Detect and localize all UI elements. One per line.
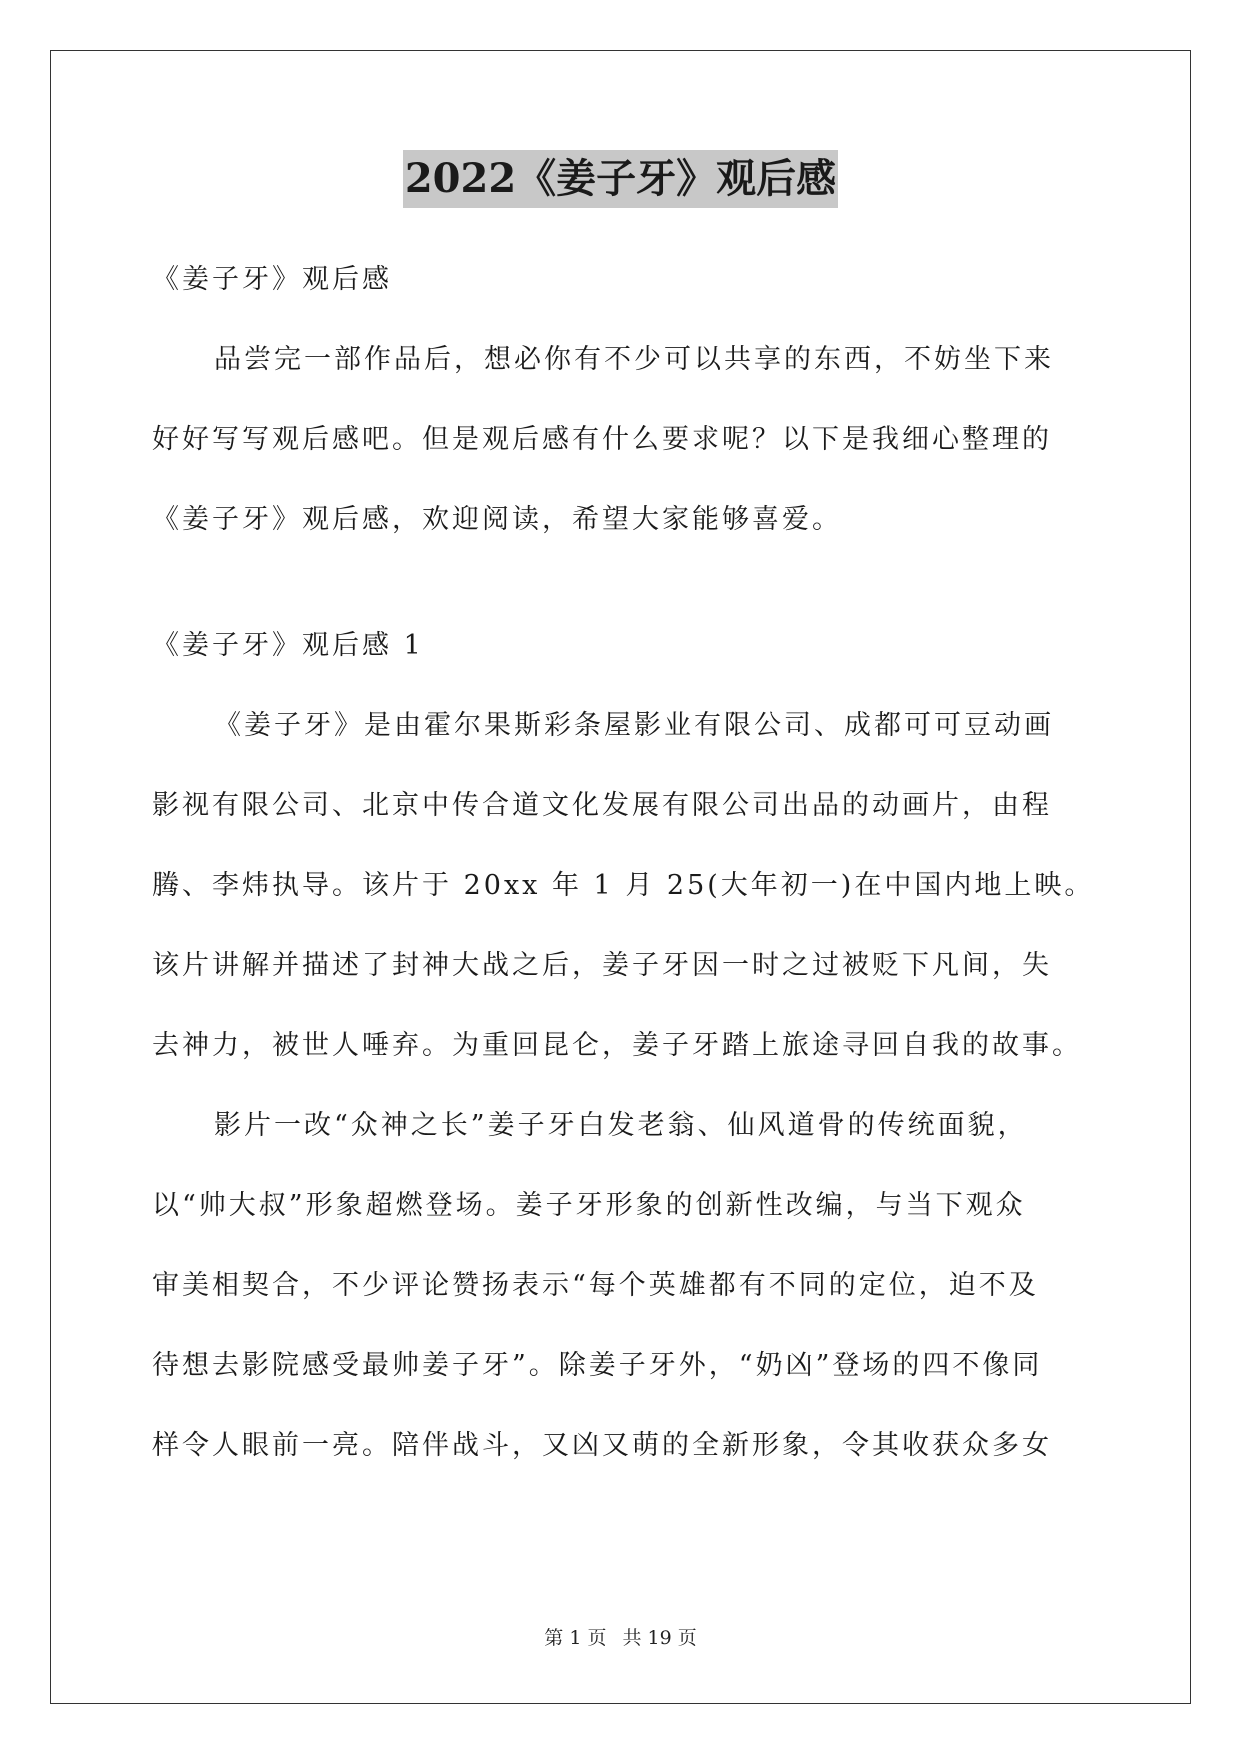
document-title: 2022《姜子牙》观后感 — [403, 150, 838, 208]
page-number: 第 1 页 — [544, 1627, 607, 1649]
section-heading: 《姜子牙》观后感 — [152, 264, 392, 295]
page-total: 共 19 页 — [622, 1627, 697, 1649]
paragraph-line: 品尝完一部作品后，想必你有不少可以共享的东西，不妨坐下来 — [214, 344, 1054, 375]
paragraph-line: 《姜子牙》是由霍尔果斯彩条屋影业有限公司、成都可可豆动画 — [214, 710, 1054, 741]
paragraph-line: 待想去影院感受最帅姜子牙”。除姜子牙外，“奶凶”登场的四不像同 — [152, 1350, 1043, 1381]
paragraph-line: 影视有限公司、北京中传合道文化发展有限公司出品的动画片，由程 — [152, 790, 1052, 821]
paragraph-line: 以“帅大叔”形象超燃登场。姜子牙形象的创新性改编，与当下观众 — [152, 1190, 1026, 1221]
paragraph-line: 样令人眼前一亮。陪伴战斗，又凶又萌的全新形象，令其收获众多女 — [152, 1430, 1052, 1461]
paragraph-line: 该片讲解并描述了封神大战之后，姜子牙因一时之过被贬下凡间，失 — [152, 950, 1052, 981]
title-container — [0, 150, 1241, 208]
page-footer — [0, 1623, 1241, 1650]
section-heading: 《姜子牙》观后感 1 — [152, 630, 424, 661]
paragraph-line: 腾、李炜执导。该片于 20xx 年 1 月 25(大年初一)在中国内地上映。 — [152, 870, 1095, 901]
section-gap — [152, 560, 1092, 606]
paragraph-line: 影片一改“众神之长”姜子牙白发老翁、仙风道骨的传统面貌， — [214, 1110, 1028, 1141]
paragraph-line: 去神力，被世人唾弃。为重回昆仑，姜子牙踏上旅途寻回自我的故事。 — [152, 1030, 1082, 1061]
document-body — [152, 240, 1095, 1486]
paragraph-line: 好好写写观后感吧。但是观后感有什么要求呢？以下是我细心整理的 — [152, 424, 1052, 455]
paragraph-line: 《姜子牙》观后感，欢迎阅读，希望大家能够喜爱。 — [152, 504, 842, 535]
paragraph-line: 审美相契合，不少评论赞扬表示“每个英雄都有不同的定位，迫不及 — [152, 1270, 1039, 1301]
